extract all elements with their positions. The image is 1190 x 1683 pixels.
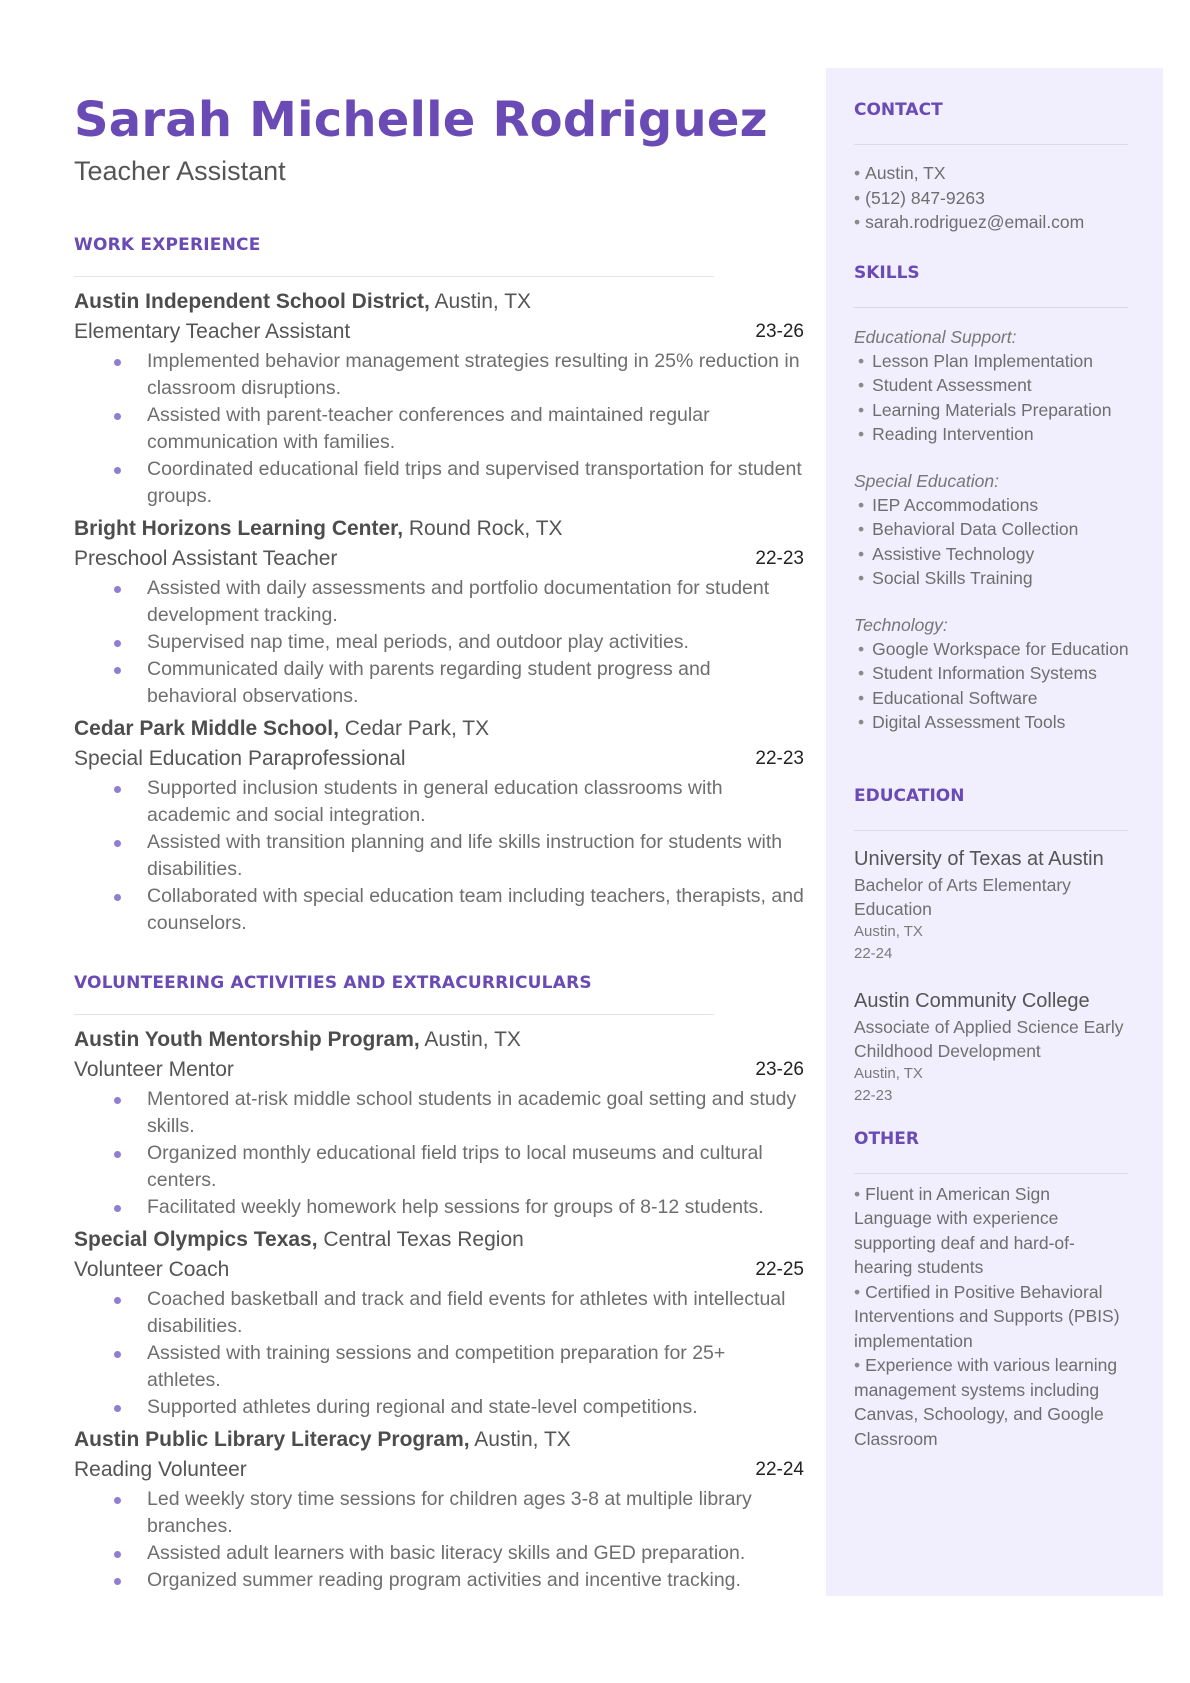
- skill-item-text: Student Information Systems: [872, 663, 1097, 683]
- other-item: [854, 1280, 1124, 1354]
- contact-item-text: (512) 847-9263: [865, 187, 985, 208]
- candidate-name: Sarah Michelle Rodriguez: [74, 92, 768, 148]
- achievement-list: [74, 1086, 804, 1221]
- skill-item: [854, 493, 1135, 518]
- education-entry: [854, 987, 1135, 1107]
- achievement-item: Assisted adult learners with basic literacy skills and GED preparation.: [74, 1540, 804, 1567]
- section-divider: [854, 307, 1128, 308]
- skill-item: [854, 517, 1135, 542]
- skill-item: [854, 542, 1135, 567]
- organization-line: [74, 287, 804, 317]
- contact-list: [854, 161, 1135, 235]
- skill-item-text: Learning Materials Preparation: [872, 399, 1112, 420]
- other-item-text: Experience with various learning management systems including Canvas, Schoology, and Google Classroom: [854, 1355, 1118, 1449]
- role-line: [74, 1255, 804, 1285]
- role-dates: 22-23: [755, 747, 804, 769]
- skill-item: [854, 637, 1135, 662]
- role-title: Reading Volunteer: [74, 1457, 247, 1481]
- organization-line: [74, 1425, 804, 1455]
- role-title: Volunteer Coach: [74, 1257, 230, 1281]
- experience-entry: [74, 514, 804, 710]
- education-list: [854, 845, 1135, 1107]
- organization-line: [74, 1225, 804, 1255]
- achievement-item: Assisted with training sessions and competition preparation for 25+ athletes.: [74, 1340, 804, 1394]
- achievement-list: [74, 775, 804, 937]
- skill-item: [854, 661, 1135, 686]
- achievement-item: Coached basketball and track and field events for athletes with intellectual disabilities.: [74, 1286, 804, 1340]
- achievement-item: Collaborated with special education team including teachers, therapists, and counselors.: [74, 883, 804, 937]
- contact-item: [854, 210, 1135, 235]
- skill-list: [854, 493, 1135, 591]
- bullet-dot: •: [858, 494, 865, 515]
- volunteering-list: [74, 1025, 804, 1594]
- role-title: Elementary Teacher Assistant: [74, 319, 351, 343]
- achievement-item: Led weekly story time sessions for children ages 3-8 at multiple library branches.: [74, 1486, 804, 1540]
- bullet-dot: •: [854, 1183, 861, 1204]
- role-title: Volunteer Mentor: [74, 1057, 234, 1081]
- skill-category: Educational Support:: [854, 326, 1017, 347]
- bullet-dot: •: [858, 399, 865, 420]
- organization-name: Bright Horizons Learning Center,: [74, 516, 404, 540]
- organization-location: Austin, TX: [429, 289, 532, 313]
- skill-item: [854, 566, 1135, 591]
- education-heading: EDUCATION: [854, 785, 965, 806]
- achievement-item: Facilitated weekly homework help sessions for groups of 8-12 students.: [74, 1194, 804, 1221]
- experience-entry: [74, 1425, 804, 1594]
- skill-category: Special Education:: [854, 470, 999, 491]
- skill-category: Technology:: [854, 614, 948, 635]
- bullet-dot: •: [854, 163, 861, 183]
- bullet-dot: •: [858, 712, 865, 732]
- role-line: [74, 1455, 804, 1485]
- skill-list: [854, 637, 1135, 735]
- achievement-item: Supported inclusion students in general education classrooms with academic and social integration.: [74, 775, 804, 829]
- bullet-dot: •: [854, 1281, 861, 1302]
- role-dates: 22-23: [755, 547, 804, 569]
- role-dates: 22-24: [755, 1458, 804, 1480]
- section-divider: [854, 1173, 1128, 1174]
- achievement-list: [74, 348, 804, 510]
- achievement-item: Assisted with transition planning and life skills instruction for students with disabilities.: [74, 829, 804, 883]
- other-heading: OTHER: [854, 1128, 919, 1149]
- achievement-list: [74, 575, 804, 710]
- skill-group: [854, 469, 1135, 591]
- skill-item-text: Google Workspace for Education: [872, 638, 1129, 659]
- organization-location: Austin, TX: [419, 1027, 521, 1051]
- achievement-item: Supervised nap time, meal periods, and outdoor play activities.: [74, 629, 804, 656]
- achievement-list: [74, 1486, 804, 1594]
- job-title: Teacher Assistant: [74, 155, 286, 186]
- degree: Bachelor of Arts Elementary Education: [854, 874, 1071, 919]
- education-location: Austin, TX: [854, 922, 923, 940]
- skill-item: [854, 686, 1135, 711]
- achievement-item: Assisted with parent-teacher conferences and maintained regular communication with families.: [74, 402, 804, 456]
- skills-groups: [854, 325, 1135, 735]
- role-line: [74, 1055, 804, 1085]
- achievement-item: Mentored at-risk middle school students in academic goal setting and study skills.: [74, 1086, 804, 1140]
- experience-entry: [74, 1225, 804, 1421]
- school-name: Austin Community College: [854, 989, 1090, 1012]
- bullet-dot: •: [858, 424, 865, 444]
- organization-name: Special Olympics Texas,: [74, 1227, 318, 1251]
- bullet-dot: •: [858, 568, 865, 588]
- section-divider: [854, 830, 1128, 831]
- education-dates: 22-24: [854, 944, 893, 962]
- skill-item-text: Lesson Plan Implementation: [872, 350, 1093, 371]
- other-list: [854, 1182, 1135, 1452]
- achievement-item: Organized summer reading program activities and incentive tracking.: [74, 1567, 804, 1594]
- achievement-item: Coordinated educational field trips and supervised transportation for student groups.: [74, 456, 804, 510]
- contact-item: [854, 161, 1135, 186]
- bullet-dot: •: [854, 1355, 861, 1375]
- experience-entry: [74, 714, 804, 937]
- skill-item-text: Reading Intervention: [872, 424, 1034, 444]
- organization-name: Austin Youth Mentorship Program,: [74, 1027, 420, 1051]
- bullet-dot: •: [858, 350, 865, 371]
- bullet-dot: •: [858, 638, 865, 659]
- skill-item-text: Assistive Technology: [872, 543, 1035, 564]
- other-item: [854, 1353, 1124, 1451]
- skill-item-text: Digital Assessment Tools: [872, 712, 1066, 732]
- experience-entry: [74, 287, 804, 510]
- other-item-text: Certified in Positive Behavioral Interventions and Supports (PBIS) implementation: [854, 1281, 1120, 1351]
- other-item: [854, 1182, 1124, 1280]
- bullet-dot: •: [858, 519, 865, 539]
- achievement-list: [74, 1286, 804, 1421]
- education-entry: [854, 845, 1135, 965]
- bullet-dot: •: [854, 187, 861, 208]
- section-divider: [854, 144, 1128, 145]
- bullet-dot: •: [858, 663, 865, 683]
- role-line: [74, 544, 804, 574]
- role-line: [74, 317, 804, 347]
- organization-location: Central Texas Region: [317, 1227, 524, 1251]
- school-name: University of Texas at Austin: [854, 847, 1104, 870]
- role-title: Preschool Assistant Teacher: [74, 546, 338, 570]
- work-experience-heading: WORK EXPERIENCE: [74, 234, 261, 255]
- role-dates: 23-26: [755, 320, 804, 342]
- organization-location: Austin, TX: [469, 1427, 571, 1451]
- organization-line: [74, 514, 804, 544]
- education-dates: 22-23: [854, 1086, 893, 1104]
- section-divider: [74, 276, 714, 277]
- organization-location: Cedar Park, TX: [338, 716, 490, 740]
- experience-entry: [74, 1025, 804, 1221]
- work-experience-list: [74, 287, 804, 937]
- role-dates: 22-25: [755, 1258, 804, 1280]
- bullet-dot: •: [854, 212, 861, 232]
- skill-group: [854, 325, 1135, 447]
- organization-location: Round Rock, TX: [403, 516, 563, 540]
- skill-item: [854, 710, 1135, 735]
- organization-line: [74, 1025, 804, 1055]
- skills-heading: SKILLS: [854, 262, 920, 283]
- skill-item-text: Social Skills Training: [872, 568, 1033, 588]
- skill-item: [854, 373, 1135, 398]
- contact-item-text: sarah.rodriguez@email.com: [865, 212, 1085, 232]
- bullet-dot: •: [858, 687, 865, 708]
- achievement-item: Assisted with daily assessments and portfolio documentation for student development tracking.: [74, 575, 804, 629]
- achievement-item: Implemented behavior management strategies resulting in 25% reduction in classroom disruptions.: [74, 348, 804, 402]
- education-location: Austin, TX: [854, 1064, 923, 1082]
- achievement-item: Organized monthly educational field trips to local museums and cultural centers.: [74, 1140, 804, 1194]
- role-dates: 23-26: [755, 1058, 804, 1080]
- contact-heading: CONTACT: [854, 100, 943, 120]
- role-line: [74, 744, 804, 774]
- organization-line: [74, 714, 804, 744]
- skill-group: [854, 613, 1135, 735]
- organization-name: Austin Public Library Literacy Program,: [74, 1427, 470, 1451]
- organization-name: Cedar Park Middle School,: [74, 716, 339, 740]
- main-column: [74, 92, 804, 1594]
- skill-item-text: Educational Software: [872, 687, 1038, 708]
- bullet-dot: •: [858, 543, 865, 564]
- section-divider: [74, 1014, 714, 1015]
- skill-item: [854, 398, 1135, 423]
- contact-item-text: Austin, TX: [865, 163, 946, 183]
- skill-item: [854, 422, 1135, 447]
- volunteering-heading: VOLUNTEERING ACTIVITIES AND EXTRACURRICULARS: [74, 972, 592, 993]
- skill-item-text: IEP Accommodations: [872, 494, 1039, 515]
- skill-item-text: Behavioral Data Collection: [872, 519, 1079, 539]
- bullet-dot: •: [858, 375, 865, 395]
- achievement-item: Supported athletes during regional and state-level competitions.: [74, 1394, 804, 1421]
- other-item-text: Fluent in American Sign Language with experience supporting deaf and hard-of-hearing students: [854, 1183, 1075, 1277]
- role-title: Special Education Paraprofessional: [74, 746, 406, 770]
- organization-name: Austin Independent School District,: [74, 289, 430, 313]
- skill-item-text: Student Assessment: [872, 375, 1032, 395]
- degree: Associate of Applied Science Early Childhood Development: [854, 1016, 1124, 1061]
- achievement-item: Communicated daily with parents regarding student progress and behavioral observations.: [74, 656, 804, 710]
- sidebar: [826, 68, 1163, 1596]
- contact-item: [854, 186, 1135, 211]
- skill-list: [854, 349, 1135, 447]
- skill-item: [854, 349, 1135, 374]
